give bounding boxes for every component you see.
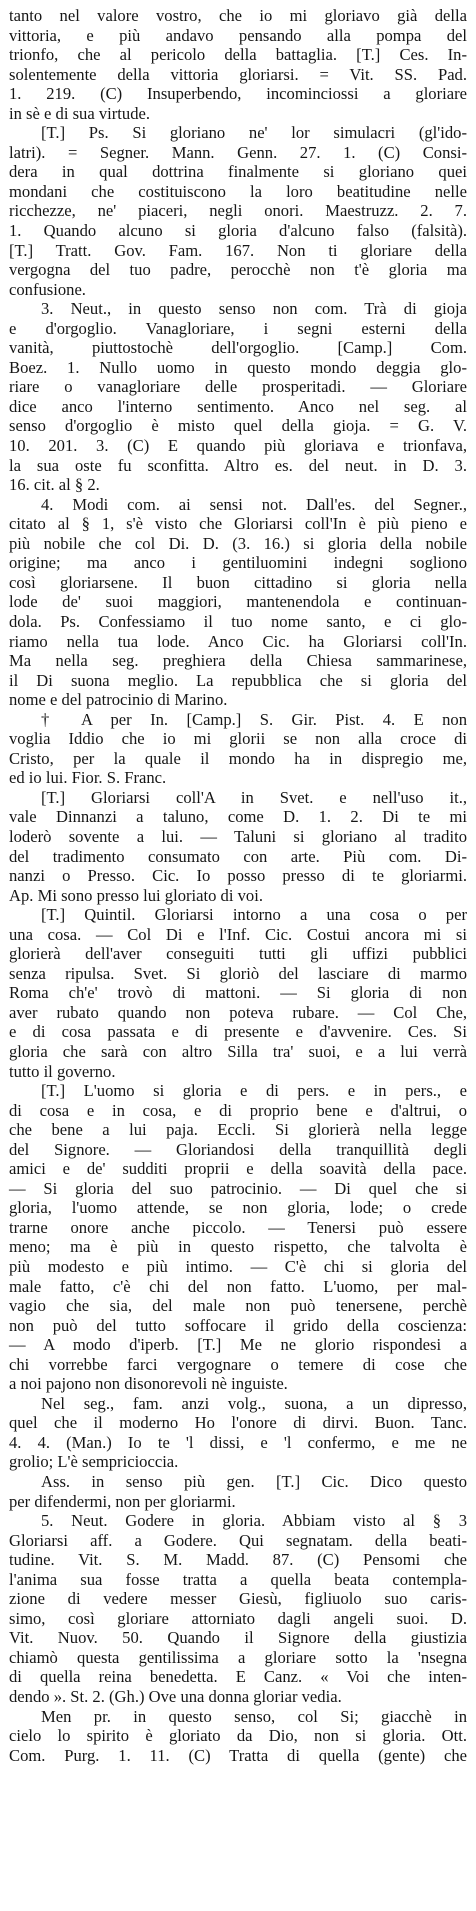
- text-line: una cosa. — Col Di e l'Inf. Cic. Costui ancora mi si: [9, 924, 467, 944]
- text-line: Cristo, per la quale il mondo ha in dispregio me,: [9, 748, 467, 768]
- text-line: 3. Neut., in questo senso non com. Trà di gioja: [41, 299, 467, 319]
- text-line: così gloriarsene. Il buon cittadino si gloria nella: [9, 572, 467, 592]
- text-line: — Si gloria del suo patrocinio. — Di quel che si: [9, 1178, 467, 1198]
- text-line: dice anco l'interno sentimento. Anco nel seg. al: [9, 396, 467, 416]
- text-line: gloria che sarà con altro Silla tra' suoi, e a lui verrà: [9, 1041, 467, 1061]
- text-line: — A modo d'iperb. [T.] Me ne glorio rispondesi a: [9, 1335, 467, 1355]
- text-line: voglia Iddio che io mi glorii se non alla croce di: [9, 729, 467, 749]
- text-line: dola. Ps. Confessiamo il tuo nome santo, e ci glo-: [9, 611, 467, 631]
- text-line: 1. 219. (C) Insuperbendo, incominciossi a gloriare: [9, 84, 467, 104]
- text-line: 4. Modi com. ai sensi not. Dall'es. del Segner.,: [41, 494, 467, 514]
- text-line: citato al § 1, s'è visto che Gloriarsi coll'In è più pieno e: [9, 514, 467, 534]
- text-line: ricchezze, ne' piaceri, negli onori. Maestruzz. 2. 7.: [9, 201, 467, 221]
- text-line: chiamò questa gentilissima a gloriare sotto la 'nsegna: [9, 1647, 467, 1667]
- text-line: vanità, piuttostochè dell'orgoglio. [Camp.] Com.: [9, 338, 467, 358]
- text-line: e d'orgoglio. Vanagloriare, i segni esterni della: [9, 318, 467, 338]
- text-line: 10. 201. 3. (C) E quando più gloriava e trionfava,: [9, 436, 467, 456]
- text-line: [T.] Ps. Si gloriano ne' lor simulacri (gl'ido-: [41, 123, 467, 143]
- text-line: latri). = Segner. Mann. Genn. 27. 1. (C) Consi-: [9, 142, 467, 162]
- text-line: Nel seg., fam. anzi volg., suona, a un dipresso,: [41, 1393, 467, 1413]
- text-line: Vit. Nuov. 50. Quando il Signore della giustizia: [9, 1628, 467, 1648]
- text-line: e di cosa passata e di presente e d'avvenire. Ces. Si: [9, 1022, 467, 1042]
- text-line: vale Dinnanzi a taluno, come D. 1. 2. Di te mi: [9, 807, 467, 827]
- text-line: Ass. in senso più gen. [T.] Cic. Dico questo: [41, 1472, 467, 1492]
- text-line: l'anima sua fosse tratta a quella beata contempla-: [9, 1569, 467, 1589]
- text-line: trarne onore anche piccolo. — Tenersi può essere: [9, 1217, 467, 1237]
- text-line: che bene a lui paja. Eccli. Si glorierà nella legge: [9, 1120, 467, 1140]
- text-line: solentemente della vittoria gloriarsi. = Vit. SS. Pad.: [9, 64, 467, 84]
- text-line: trionfo, che al pericolo della battaglia. [T.] Ces. In-: [9, 45, 467, 65]
- text-line: dera in qual dottrina finalmente si gloriano quei: [9, 162, 467, 182]
- text-line: vagio che sia, del male non può tenersene, perchè: [9, 1296, 467, 1316]
- text-line: [T.] L'uomo si gloria e di pers. e in pers., e: [41, 1081, 467, 1101]
- text-line: lode de' suoi maggiori, mantenendola e continuan-: [9, 592, 467, 612]
- text-line: Men pr. in questo senso, col Si; giacchè in: [41, 1706, 467, 1726]
- text-line: Boez. 1. Nullo uomo in questo mondo deggia glo-: [9, 357, 467, 377]
- text-line: aver rubato quando non poteva rubare. — Col Che,: [9, 1002, 467, 1022]
- text-line: del tradimento consumato con arte. Più com. Di-: [9, 846, 467, 866]
- text-line: dendo ». St. 2. (Gh.) Ove una donna gloriar vedia.: [9, 1687, 342, 1707]
- text-line: glorierà dell'aver conseguiti tutti gli uffizi pubblici: [9, 944, 467, 964]
- text-line: il Di suona meglio. La repubblica che si gloria del: [9, 670, 467, 690]
- text-line: Gloriarsi aff. a Godere. Qui segnatam. della beati-: [9, 1530, 467, 1550]
- text-line: Com. Purg. 1. 11. (C) Tratta di quella (gente) che: [9, 1745, 467, 1765]
- text-line: [T.] Tratt. Gov. Fam. 167. Non ti gloriare della: [9, 240, 467, 260]
- text-line: amici e de' sudditi proprii e della soavità della pace.: [9, 1159, 467, 1179]
- text-line: in sè e di sua virtude.: [9, 103, 151, 123]
- text-line: del Signore. — Gloriandosi della tranquillità degli: [9, 1139, 467, 1159]
- text-line: 5. Neut. Godere in gloria. Abbiam visto al § 3: [41, 1511, 467, 1531]
- text-line: di quella reina benedetta. E Canz. « Voi che inten-: [9, 1667, 467, 1687]
- text-line: zione di vedere messer Giesù, figliuolo suo caris-: [9, 1589, 467, 1609]
- text-line: cielo lo spirito è gloriato da Dio, non si gloria. Ott.: [9, 1726, 467, 1746]
- text-line: Ma nella seg. preghiera della Chiesa sammarinese,: [9, 651, 467, 671]
- text-line: loderò sovente a lui. — Taluni si gloriano al tradito: [9, 826, 467, 846]
- text-line: origine; ma anco i gentiluomini indegni sogliono: [9, 553, 467, 573]
- text-line: † A per In. [Camp.] S. Gir. Pist. 4. E non: [41, 709, 467, 729]
- text-line: meno; ma è più in questo rispetto, che talvolta è: [9, 1237, 467, 1257]
- text-line: tutto il governo.: [9, 1061, 116, 1081]
- text-line: grolio; L'è sempricioccia.: [9, 1452, 179, 1472]
- text-line: di cosa e in cosa, e di proprio bene e d'altrui, o: [9, 1100, 467, 1120]
- text-line: confusione.: [9, 279, 86, 299]
- text-line: simo, così gloriare attorniato dagli angeli suoi. D.: [9, 1608, 467, 1628]
- text-line: tanto nel valore vostro, che io mi gloriavo già della: [9, 6, 467, 25]
- text-line: nome e del patrocinio di Marino.: [9, 690, 228, 710]
- text-line: non può del tutto soffocare il grido della coscienza:: [9, 1315, 467, 1335]
- text-line: senso d'orgoglio è misto quel della gioja. = G. V.: [9, 416, 467, 436]
- text-line: mondani che costituiscono la loro beatitudine nelle: [9, 181, 467, 201]
- text-line: ed io lui. Fior. S. Franc.: [9, 768, 167, 788]
- text-line: 1. Quando alcuno si gloria d'alcuno falso (falsità).: [9, 221, 467, 241]
- text-line: più modesto e più intimo. — C'è chi si gloria del: [9, 1257, 467, 1276]
- text-line: senza ripulsa. Svet. Si gloriò del lasciare di marmo: [9, 963, 467, 983]
- text-line: vittoria, e più andavo pensando alla pompa del: [9, 25, 467, 45]
- text-line: 16. cit. al § 2.: [9, 475, 100, 495]
- text-line: la sua oste fu sconfitta. Altro es. del neut. in D. 3.: [9, 455, 467, 475]
- text-line: nanzi o Presso. Cic. Io posso presso di te gloriarmi.: [9, 866, 467, 886]
- text-line: riare o vanagloriare delle prosperitadi. — Gloriare: [9, 377, 467, 397]
- text-line: quel che il moderno Ho l'onore di dirvi. Buon. Tanc.: [9, 1413, 467, 1433]
- text-line: [T.] Gloriarsi coll'A in Svet. e nell'uso it.,: [41, 787, 467, 807]
- text-line: più nobile che col Di. D. (3. 16.) si gloria della nobile: [9, 533, 467, 553]
- text-line: gloria, l'uomo attende, se non gloria, lode; o crede: [9, 1198, 467, 1218]
- text-line: a noi pajono non disonorevoli nè inguiste.: [9, 1374, 288, 1394]
- text-line: Ap. Mi sono presso lui gloriato di voi.: [9, 885, 263, 905]
- text-line: chi vorrebbe farci vergognare o temere di cose che: [9, 1354, 467, 1374]
- text-line: vergogna del tuo padre, perocchè non t'è gloria ma: [9, 260, 467, 280]
- text-line: riamo nella tua lode. Anco Cic. ha Gloriarsi coll'In.: [9, 631, 467, 651]
- text-line: Roma ch'e' trovò di mattoni. — Si gloria di non: [9, 983, 467, 1003]
- text-line: [T.] Quintil. Gloriarsi intorno a una cosa o per: [41, 905, 467, 925]
- text-line: male fatto, c'è chi del non fatto. L'uomo, per mal-: [9, 1276, 467, 1296]
- text-line: per difendermi, non per gloriarmi.: [9, 1491, 236, 1511]
- text-line: tudine. Vit. S. M. Madd. 87. (C) Pensomi che: [9, 1550, 467, 1570]
- text-line: 4. 4. (Man.) Io te 'l dissi, e 'l confermo, e me ne: [9, 1432, 467, 1452]
